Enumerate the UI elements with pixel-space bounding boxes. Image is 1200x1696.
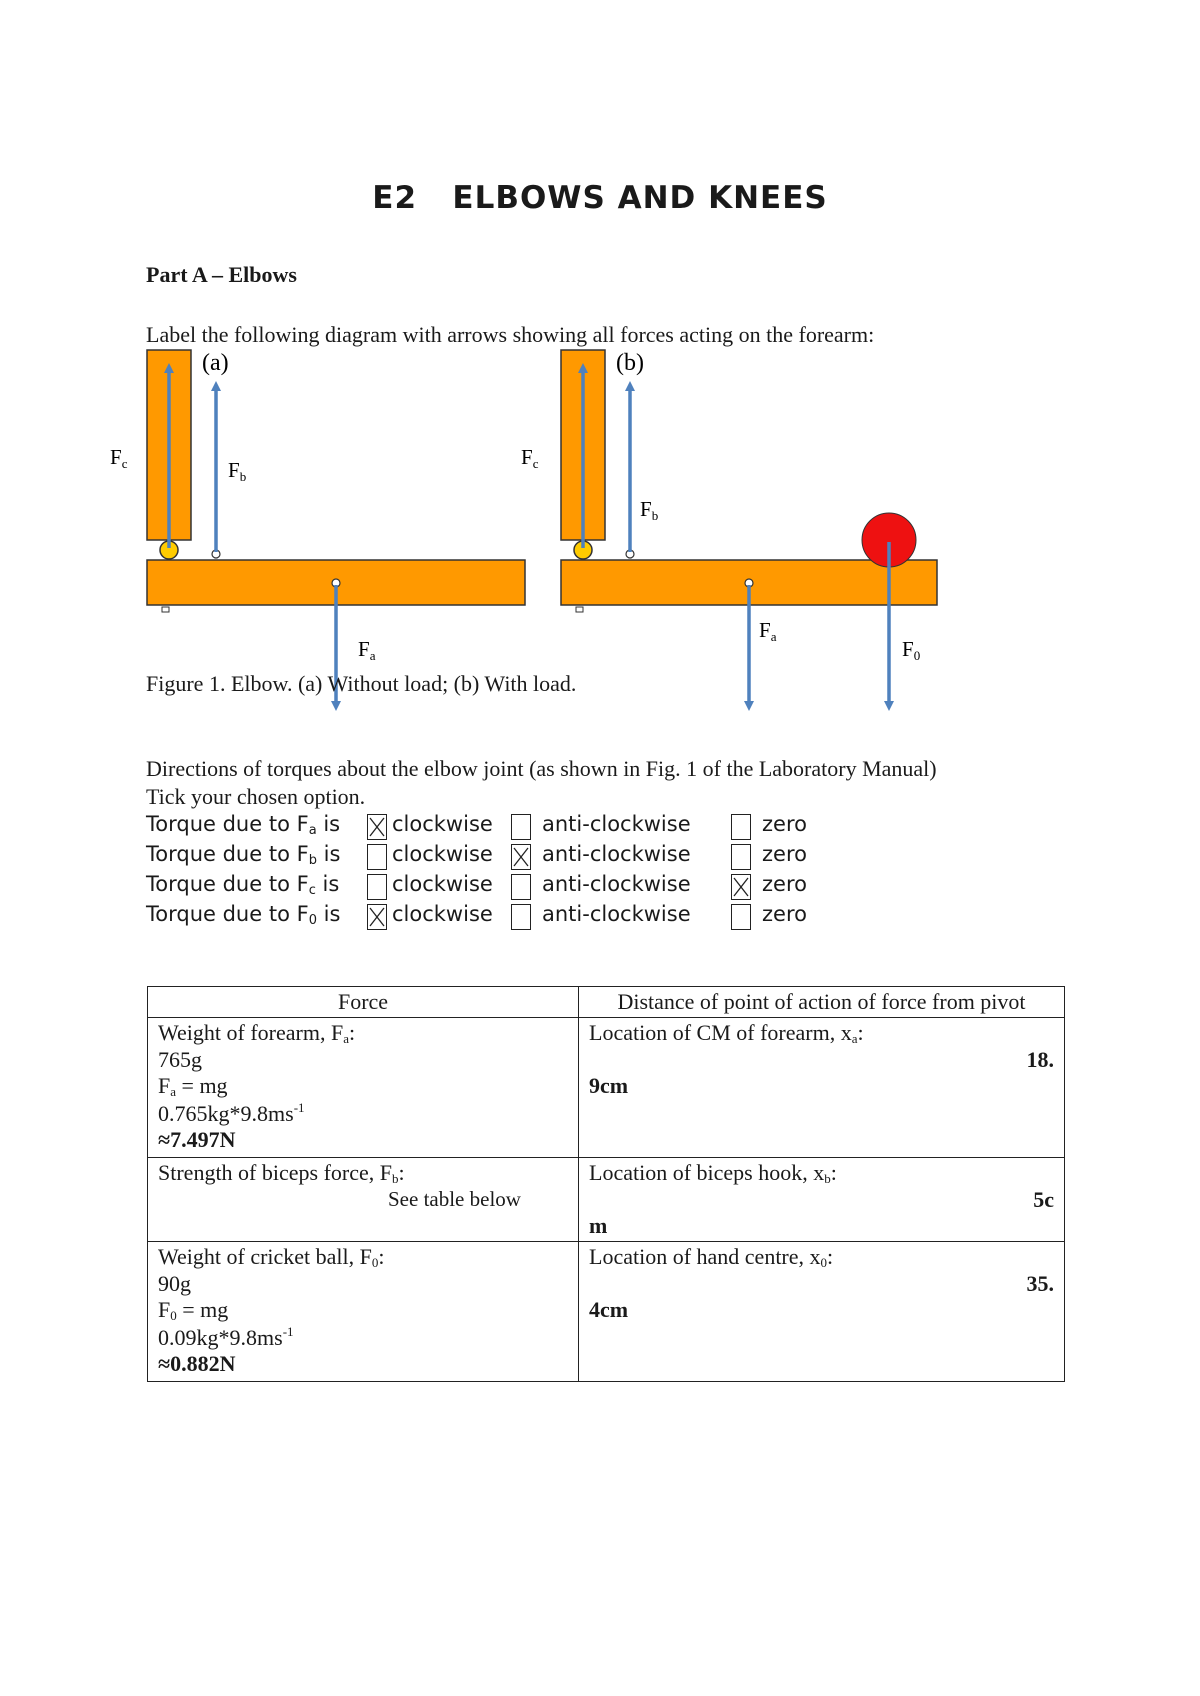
option-label-cw: clockwise	[392, 812, 493, 836]
biceps-force-label: Strength of biceps force, $F_b$:	[158, 1160, 405, 1186]
ball-equation: $F_0$ = mg	[158, 1297, 229, 1323]
forces-table	[147, 986, 1065, 1382]
option-label-zero: zero	[762, 842, 807, 866]
forearm-mass: 765g	[158, 1047, 202, 1072]
forearm-calc: $0.765kg*9.8ms^{-1}$	[158, 1100, 305, 1126]
ball-mass: 90g	[158, 1271, 191, 1296]
ball-weight-cell	[148, 1242, 579, 1382]
checkbox-cw[interactable]	[367, 904, 387, 930]
check-x-icon	[368, 815, 386, 839]
table-row	[148, 1158, 1065, 1242]
option-label-zero: zero	[762, 812, 807, 836]
torque-row-label: Torque due to $F_a$ is	[146, 812, 341, 838]
torque-row-label: Torque due to $F_b$ is	[146, 842, 341, 868]
hand-distance-cell	[579, 1242, 1065, 1382]
forearm-distance-value-2: 9cm	[589, 1073, 629, 1098]
forearm-weight-cell	[148, 1018, 579, 1158]
hand-distance-value-2: 4cm	[589, 1297, 629, 1322]
biceps-distance-label: Location of biceps hook, $x_b$:	[589, 1160, 837, 1186]
option-label-acw: anti-clockwise	[542, 812, 691, 836]
biceps-force-note: See table below	[388, 1187, 521, 1211]
label-fa-b: Fa	[759, 618, 777, 644]
checkbox-zero[interactable]	[731, 814, 751, 840]
checkbox-acw[interactable]	[511, 814, 531, 840]
label-fb-a: Fb	[228, 458, 247, 484]
table-row	[148, 1018, 1065, 1158]
forearm-distance-value-1: 18.	[1026, 1047, 1054, 1072]
checkbox-cw[interactable]	[367, 874, 387, 900]
part-heading: Part A – Elbows	[146, 262, 297, 287]
ball-calc: $0.09kg*9.8ms^{-1}$	[158, 1324, 294, 1350]
header-force: Force	[148, 987, 579, 1018]
check-x-icon	[368, 905, 386, 929]
option-label-cw: clockwise	[392, 842, 493, 866]
option-label-acw: anti-clockwise	[542, 842, 691, 866]
forearm-equation: $F_a$ = mg	[158, 1073, 228, 1099]
biceps-distance-cell	[579, 1158, 1065, 1242]
option-label-zero: zero	[762, 902, 807, 926]
label-fc-b: Fc	[521, 445, 539, 471]
option-label-cw: clockwise	[392, 902, 493, 926]
option-label-cw: clockwise	[392, 872, 493, 896]
checkbox-zero[interactable]	[731, 874, 751, 900]
label-f0-b: F0	[902, 637, 921, 663]
table-row	[148, 1242, 1065, 1382]
checkbox-cw[interactable]	[367, 844, 387, 870]
checkbox-acw[interactable]	[511, 904, 531, 930]
option-label-acw: anti-clockwise	[542, 872, 691, 896]
instruction-text: Label the following diagram with arrows showing all forces acting on the forearm:	[146, 322, 875, 347]
checkbox-cw[interactable]	[367, 814, 387, 840]
checkbox-zero[interactable]	[731, 904, 751, 930]
header-distance: Distance of point of action of force from pivot	[579, 987, 1065, 1018]
option-label-acw: anti-clockwise	[542, 902, 691, 926]
torque-row-label: Torque due to $F_c$ is	[146, 872, 340, 898]
pivot-marker-b	[576, 607, 583, 612]
label-fc-a: Fc	[110, 445, 128, 471]
panel-b-label: (b)	[616, 350, 644, 376]
ball-weight-label: Weight of cricket ball, $F_0$:	[158, 1244, 385, 1270]
label-fb-b: Fb	[640, 497, 659, 523]
option-label-zero: zero	[762, 872, 807, 896]
pivot-marker-a	[162, 607, 169, 612]
biceps-force-cell	[148, 1158, 579, 1242]
forearm-result: ≈7.497N	[158, 1127, 236, 1152]
forearm-distance-cell	[579, 1018, 1065, 1158]
panel-a	[110, 350, 525, 706]
figure-caption: Figure 1. Elbow. (a) Without load; (b) With load.	[146, 671, 577, 696]
biceps-distance-value-1: 5c	[1033, 1187, 1054, 1212]
ball-result: ≈0.882N	[158, 1351, 236, 1376]
check-x-icon	[512, 845, 530, 869]
panel-b	[521, 350, 937, 706]
forearm-distance-label: Location of CM of forearm, $x_a$:	[589, 1020, 864, 1046]
torque-row-label: Torque due to $F_0$ is	[146, 902, 341, 928]
directions-line-1: Directions of torques about the elbow joint (as shown in Fig. 1 of the Laboratory Manual)	[146, 756, 937, 781]
biceps-distance-value-2: m	[589, 1213, 608, 1238]
checkbox-acw[interactable]	[511, 874, 531, 900]
page-title: E2 ELBOWS AND KNEES	[372, 180, 828, 216]
hand-distance-value-1: 35.	[1026, 1271, 1054, 1296]
directions-line-2: Tick your chosen option.	[146, 784, 366, 809]
checkbox-acw[interactable]	[511, 844, 531, 870]
forearm-weight-label: Weight of forearm, $F_a$:	[158, 1020, 356, 1046]
elbow-diagram	[0, 0, 1200, 720]
check-x-icon	[732, 875, 750, 899]
label-fa-a: Fa	[358, 637, 376, 663]
panel-a-label: (a)	[202, 350, 229, 376]
table-header-row	[148, 987, 1065, 1018]
checkbox-zero[interactable]	[731, 844, 751, 870]
hand-distance-label: Location of hand centre, $x_0$:	[589, 1244, 834, 1270]
